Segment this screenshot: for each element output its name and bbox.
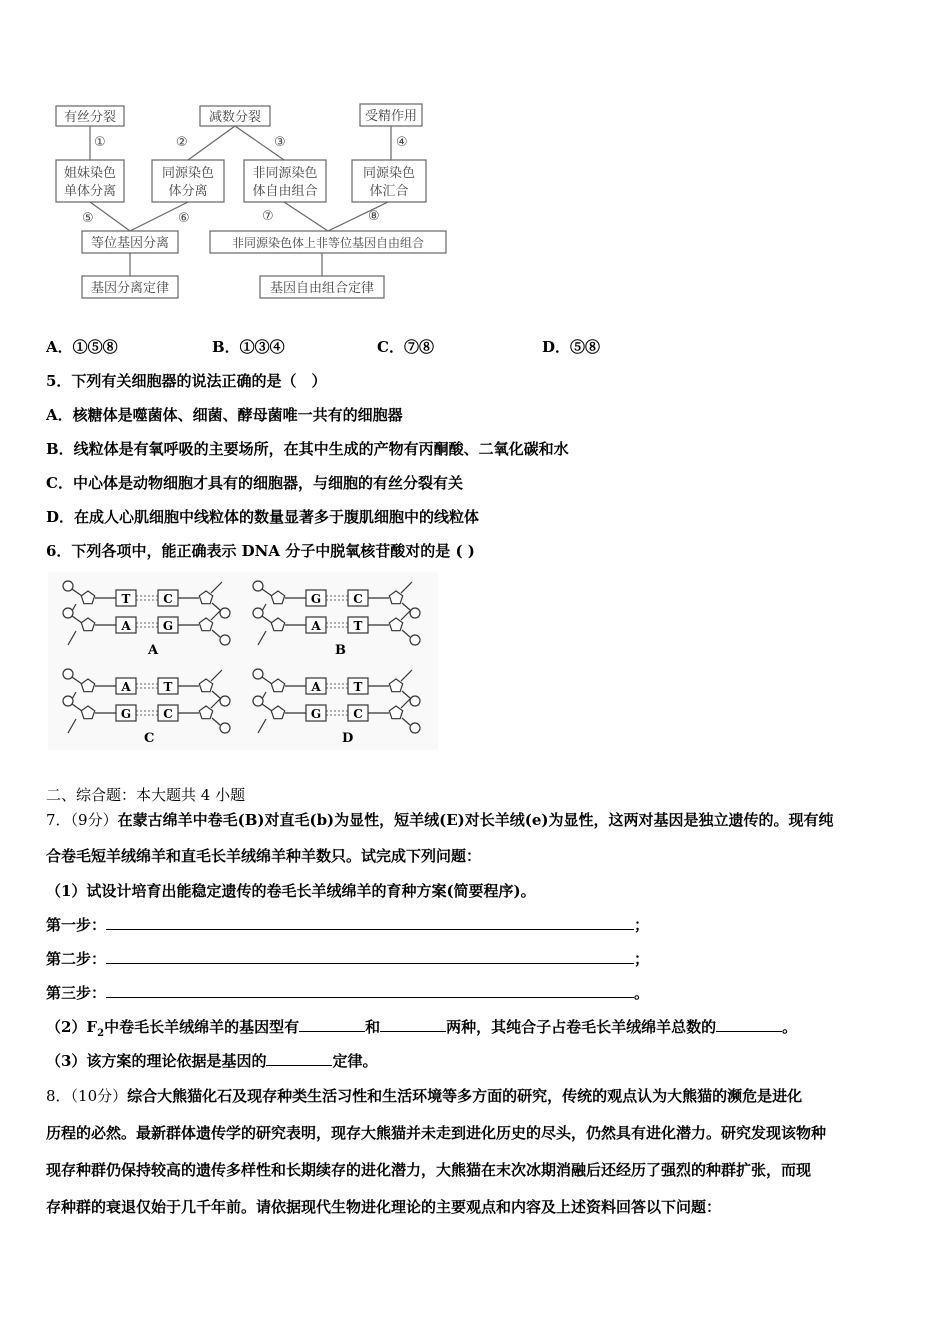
p3-blank[interactable] — [266, 1051, 332, 1066]
label-homolog-sep-2: 体分离 — [168, 184, 208, 199]
dna-pairs-figure — [48, 572, 438, 750]
base-letter: G — [310, 707, 322, 721]
phosphate-circle — [63, 581, 73, 591]
base-letter: T — [163, 680, 173, 694]
num-5: ⑤ — [82, 211, 94, 226]
label-nonhomolog-2: 体自由组合 — [252, 184, 318, 199]
base-letter: C — [353, 707, 363, 721]
q8-line-4: 存种群的衰退仅始于几千年前。请依据现代生物进化理论的主要观点和内容及上述资料回答以下问题： — [46, 1198, 722, 1216]
base-letter: G — [162, 619, 174, 633]
q7-step-2 — [46, 948, 649, 969]
q5-stem: 5．下列有关细胞器的说法正确的是（ ） — [46, 372, 327, 390]
label-nonallele: 非同源染色体上非等位基因自由组合 — [231, 236, 425, 250]
num-3: ③ — [274, 135, 286, 150]
label-meiosis: 减数分裂 — [208, 110, 262, 125]
num-4: ④ — [396, 135, 408, 150]
dna-label-d: D — [342, 731, 354, 746]
p3-text-b: 定律。 — [332, 1052, 378, 1070]
base-letter: A — [121, 619, 131, 633]
phosphate-circle — [220, 635, 230, 645]
label-homolog-sep-1: 同源染色 — [161, 166, 215, 181]
phosphate-circle — [253, 581, 263, 591]
base-letter: C — [163, 592, 173, 606]
p2-blank-1[interactable] — [299, 1017, 365, 1032]
num-2: ② — [176, 135, 188, 150]
q4-option-c: C．⑦⑧ — [377, 338, 434, 356]
p2-blank-2[interactable] — [380, 1017, 446, 1032]
q8-line-2: 历程的必然。最新群体遗传学的研究表明，现存大熊猫并未走到进化历史的尽头，仍然具有进化潜力。研究发现该物种 — [46, 1124, 827, 1142]
base-letter: C — [353, 592, 363, 606]
phosphate-circle — [253, 669, 263, 679]
base-letter: G — [310, 592, 322, 606]
q7-step-1 — [46, 914, 649, 935]
q5-option-b: B．线粒体是有氧呼吸的主要场所，在其中生成的产物有丙酮酸、二氧化碳和水 — [46, 440, 569, 458]
base-letter: T — [353, 619, 363, 633]
q8-number: 8．（10分） — [46, 1087, 128, 1105]
base-letter: T — [353, 680, 363, 694]
label-allele-sep: 等位基因分离 — [90, 236, 170, 251]
step-1-end: ； — [634, 916, 650, 934]
q7-line-2: 合卷毛短羊绒绵羊和直毛长羊绒绵羊种羊数只。试完成下列问题： — [46, 847, 482, 865]
step-3-blank[interactable] — [106, 983, 634, 998]
base-letter: T — [121, 592, 131, 606]
phosphate-circle — [410, 723, 420, 733]
label-law-seg: 基因分离定律 — [90, 281, 170, 296]
p2-text-b: 中卷毛长羊绒绵羊的基因型有 — [104, 1018, 300, 1036]
step-1-label: 第一步： — [46, 916, 107, 934]
p2-subscript: 2 — [97, 1028, 105, 1039]
q8-line-1 — [46, 1085, 802, 1106]
base-letter: A — [311, 680, 321, 694]
phosphate-circle — [220, 723, 230, 733]
q7-part-3 — [46, 1050, 377, 1071]
step-3-end: 。 — [634, 984, 650, 1002]
base-letter: C — [163, 707, 173, 721]
phosphate-circle — [63, 608, 73, 618]
q6-stem: 6．下列各项中，能正确表示 DNA 分子中脱氧核苷酸对的是 ( ) — [46, 542, 475, 560]
dna-label-a: A — [148, 643, 159, 658]
q7-text-1: 在蒙古绵羊中卷毛(B)对直毛(b)为显性，短羊绒(E)对长羊绒(e)为显性，这两对基因是独立遗传的。现有纯 — [117, 811, 834, 829]
dna-label-c: C — [144, 731, 155, 746]
label-sister-1: 姐妹染色 — [63, 166, 117, 181]
p2-text-d: 两种，其纯合子占卷毛长羊绒绵羊总数的 — [446, 1018, 717, 1036]
q7-step-3 — [46, 982, 649, 1003]
phosphate-circle — [63, 696, 73, 706]
p2-text-e: 。 — [782, 1018, 798, 1036]
num-6: ⑥ — [178, 211, 190, 226]
q4-option-d: D．⑤⑧ — [542, 338, 601, 356]
q8-line-3: 现存种群仍保持较高的遗传多样性和长期续存的进化潜力，大熊猫在末次冰期消融后还经历了强烈的种群扩张，而现 — [46, 1161, 812, 1179]
p2-text-c: 和 — [365, 1018, 381, 1036]
q5-option-c: C．中心体是动物细胞才具有的细胞器，与细胞的有丝分裂有关 — [46, 474, 463, 492]
label-sister-2: 单体分离 — [63, 184, 117, 199]
label-nonhomolog-1: 非同源染色 — [252, 166, 318, 181]
p2-blank-3[interactable] — [716, 1017, 782, 1032]
num-1: ① — [94, 135, 106, 150]
q7-part-2 — [46, 1016, 797, 1039]
p3-text-a: （3）该方案的理论依据是基因的 — [46, 1052, 267, 1070]
q5-option-d: D．在成人心肌细胞中线粒体的数量显著多于腹肌细胞中的线粒体 — [46, 508, 480, 526]
step-2-end: ； — [634, 950, 650, 968]
q8-text-1: 综合大熊猫化石及现存种类生活习性和生活环境等多方面的研究，传统的观点认为大熊猫的濒危是进化 — [127, 1087, 803, 1105]
phosphate-circle — [410, 635, 420, 645]
base-letter: A — [311, 619, 321, 633]
label-law-ind: 基因自由组合定律 — [269, 281, 375, 296]
section-title: 二、综合题：本大题共 4 小题 — [46, 786, 246, 804]
q7-line-1 — [46, 809, 834, 830]
phosphate-circle — [253, 608, 263, 618]
num-8: ⑧ — [368, 209, 380, 224]
base-letter: G — [120, 707, 132, 721]
phosphate-circle — [253, 696, 263, 706]
q4-option-b: B．①③④ — [212, 338, 285, 356]
meiosis-flowchart — [48, 98, 458, 308]
q7-number: 7．（9分） — [46, 811, 118, 829]
dna-label-b: B — [335, 643, 346, 658]
label-homolog-join-1: 同源染色 — [362, 166, 416, 181]
q4-option-a: A．①⑤⑧ — [46, 338, 118, 356]
num-7: ⑦ — [262, 209, 274, 224]
p2-text-a: （2）F — [46, 1018, 98, 1036]
label-homolog-join-2: 体汇合 — [369, 184, 409, 199]
step-1-blank[interactable] — [106, 915, 634, 930]
phosphate-circle — [63, 669, 73, 679]
step-2-label: 第二步： — [46, 950, 107, 968]
label-mitosis: 有丝分裂 — [63, 110, 117, 125]
q7-part-1: （1）试设计培育出能稳定遗传的卷毛长羊绒绵羊的育种方案(简要程序)。 — [46, 882, 536, 900]
step-3-label: 第三步： — [46, 984, 107, 1002]
step-2-blank[interactable] — [106, 949, 634, 964]
label-fertilization: 受精作用 — [364, 109, 418, 124]
base-letter: A — [121, 680, 131, 694]
q5-option-a: A．核糖体是噬菌体、细菌、酵母菌唯一共有的细胞器 — [46, 406, 403, 424]
